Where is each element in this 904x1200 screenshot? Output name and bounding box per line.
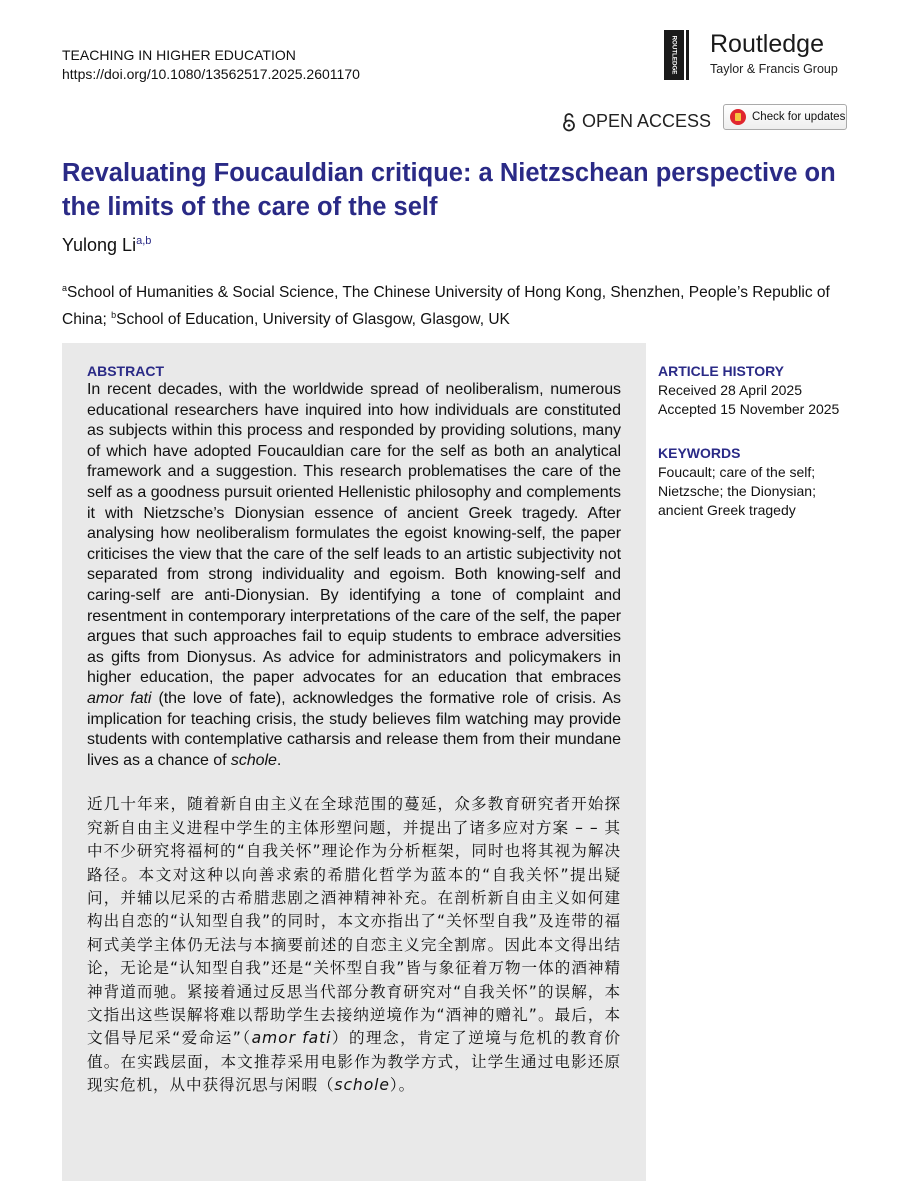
abstract-heading: ABSTRACT: [87, 363, 164, 379]
abstract-zh-em-schole: schole: [334, 1076, 390, 1095]
publisher-group: Taylor & Francis Group: [710, 62, 838, 76]
abstract-text-2: (the love of fate), acknowledges the formative role of crisis. As implication for teaching crisis, the study believes film watching may provide students with contemplative catharsis and release them from their mundane lives as a chance of: [87, 689, 621, 769]
abstract-em-schole: schole: [230, 751, 277, 769]
affil-a: School of Humanities & Social Science, The Chinese University of Hong Kong, Shenzhen, People’s Republic of China;: [62, 284, 830, 329]
accepted-date: Accepted 15 November 2025: [658, 401, 840, 417]
abstract-zh-2: ）的理念，肯定了逆境与危机的教育价值。在实践层面，本文推荐采用电影作为教学方式，让学生通过电影还原现实危机，从中获得沉思与闲暇（: [87, 1029, 621, 1095]
article-history-heading: ARTICLE HISTORY: [658, 363, 785, 379]
author-name[interactable]: Yulong Li: [62, 235, 137, 255]
open-access-text: OPEN ACCESS: [582, 111, 712, 131]
publisher-name: Routledge: [710, 30, 824, 58]
abstract-zh-3: ）。: [389, 1076, 416, 1095]
abstract-text-3: .: [276, 751, 282, 769]
doi-link[interactable]: https://doi.org/10.1080/13562517.2025.2601170: [62, 66, 360, 82]
affil-b: School of Education, University of Glasgow, Glasgow, UK: [116, 311, 510, 329]
abstract-panel: [62, 343, 646, 1181]
article-title: Revaluating Foucauldian critique: a Nietzschean perspective on the limits of the care of the self: [62, 159, 836, 221]
abstract-text-1: In recent decades, with the worldwide spread of neoliberalism, numerous educational researchers have inquired into how individuals are constituted as subjects within this process and responded by providing solutions, many of which have adopted Foucauldian care for the self as both an analytical framework and a suggestion. This research problematises the care of the self as a goodness pursuit oriented Hellenistic philosophy and complements it with Nietzsche’s Dionysian essence of ancient Greek tragedy. After analysing how neoliberalism formulates the egoist knowing-self, the paper criticises the view that the care of the self leads to an artistic subjectivity not separated from strong individuality and egoism. Both knowing-self and caring-self are anti-Dionysian. By identifying a tone of complaint and resentment in contemporary interpretations of the care of the self, the paper argues that such approaches fail to equip students to embrace adversities as gifts from Dionysus. As advice for administrators and policymakers in higher education, the paper advocates for an education that embraces: [87, 381, 621, 687]
affiliations: [62, 277, 862, 331]
journal-name: TEACHING IN HIGHER EDUCATION: [62, 47, 296, 63]
journal-header: [62, 46, 360, 84]
abstract-chinese: [87, 793, 621, 1097]
crossmark-icon: [730, 109, 746, 125]
routledge-logo[interactable]: [664, 30, 854, 82]
author-line: [62, 235, 151, 256]
routledge-mark-icon: [664, 30, 702, 80]
routledge-mark-text: ROUTLEDGE: [670, 35, 678, 75]
affil-a-sup: a: [62, 283, 68, 293]
open-access-label: [562, 111, 711, 132]
check-for-updates-button[interactable]: [723, 104, 847, 130]
abstract-zh-1: 近几十年来，随着新自由主义在全球范围的蔓延，众多教育研究者开始探究新自由主义进程中学生的主体形塑问题，并提出了诸多应对方案 – – 其中不少研究将福柯的“自我关怀”理论作为分析框架，同时也将其视为解决路径。本文对这种以向善求索的希腊化哲学为蓝本的“自我关怀”提出疑问，并辅以尼采的古希腊悲剧之酒神精神补充。在剖析新自由主义如何建构出自恋的“认知型自我”的同时，本文亦指出了“关怀型自我”及连带的福柯式美学主体仍无法与本摘要前述的自恋主义完全割席。因此本文得出结论，无论是“认知型自我”还是“关怀型自我”皆与象征着万物一体的酒神精神背道而驰。紧接着通过反思当代部分教育研究对“自我关怀”的误解，本文指出这些误解将难以帮助学生去接纳逆境作为“酒神的赠礼”。最后，本文倡导尼采“爱命运”（: [87, 795, 621, 1048]
received-date: Received 28 April 2025: [658, 382, 802, 398]
keywords-heading: KEYWORDS: [658, 445, 741, 461]
affil-b-sup: b: [111, 310, 117, 321]
abstract-em-amor-fati: amor fati: [87, 689, 152, 707]
author-affil-sup[interactable]: a,b: [136, 235, 152, 247]
article-sidebar: [658, 362, 858, 520]
abstract-english: [87, 380, 621, 771]
keywords-list: Foucault; care of the self; Nietzsche; the Dionysian; ancient Greek tragedy: [658, 464, 816, 518]
open-lock-icon: [562, 112, 576, 132]
abstract-zh-em-amor-fati: amor fati: [251, 1029, 332, 1048]
check-updates-label: Check for updates: [752, 111, 846, 123]
